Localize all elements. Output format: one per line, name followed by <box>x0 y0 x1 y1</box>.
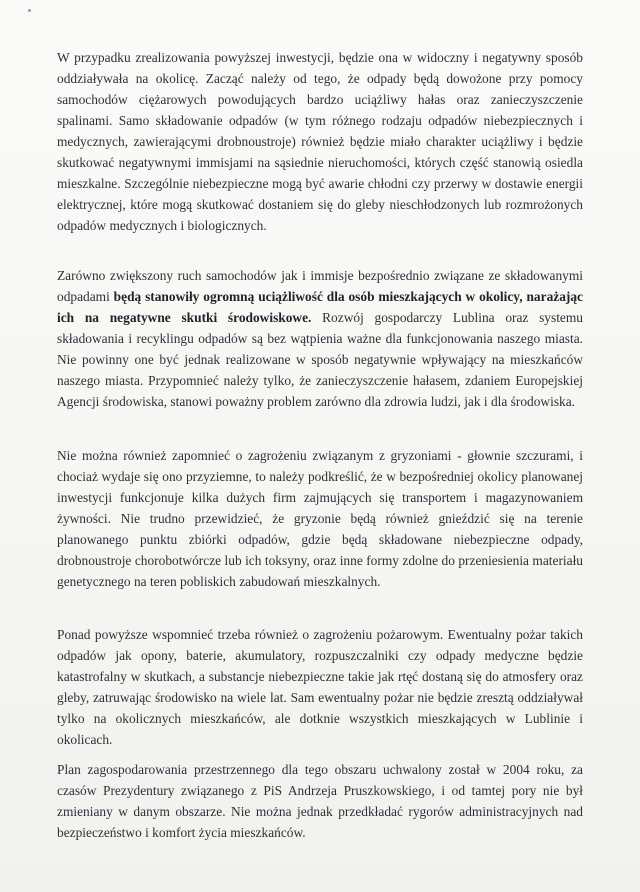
paragraph-text: Rozwój gospodarczy Lublina oraz systemu składowania i recyklingu odpadów są bez wątpienia ważne dla funkcjonowania naszego miasta. Nie powinny one być jednak realizowane w sposób negatywnie wpływający na mieszkańców naszego miasta. Przypomnieć należy tylko, że zanieczyszczenie hałasem, zdaniem Europejskiej Agencji środowiska, stanowi poważny problem zarówno dla zdrowia ludzi, jak i dla środowiska. <box>57 310 583 409</box>
paragraph-fire-threat <box>57 624 583 750</box>
paragraph-waste-impact <box>57 47 583 236</box>
paragraph-zoning-plan <box>57 759 583 843</box>
scan-speck <box>28 9 31 12</box>
paragraph-text: Plan zagospodarowania przestrzennego dla tego obszaru uchwalony został w 2004 roku, za czasów Prezydentury związanego z PiS Andrzeja Pruszkowskiego, i od tamtej pory nie był zmieniany w danym obszarze. Nie można jednak przedkładać rygorów administracyjnych nad bezpieczeństwo i komfort życia mieszkańców. <box>57 762 583 840</box>
paragraph-rodent-threat <box>57 445 583 592</box>
emphasized-text: będą stanowiły ogromną uciążliwość dla osób mieszkających w okolicy, narażając ich na negatywne skutki środowiskowe. <box>57 289 583 325</box>
paragraph-text: Nie można również zapomnieć o zagrożeniu związanym z gryzoniami - głownie szczurami, i chociaż wydaje się ono przyziemne, to należy podkreślić, że w bezpośredniej okolicy planowanej inwestycji funkcjonuje kilka dużych firm zajmujących się transportem i magazynowaniem żywności. Nie trudno przewidzieć, że gryzonie będą również gnieździć się na terenie planowanego punktu zbiórki odpadów, gdzie będą składowane niebezpieczne odpady, drobnoustroje chorobotwórcze lub ich toksyny, oraz inne formy zdolne do przeniesienia materiału genetycznego na teren pobliskich zabudowań mieszkalnych. <box>57 448 583 589</box>
paragraph-text: Zarówno zwiększony ruch samochodów jak i immisje bezpośrednio związane ze składowanymi odpadami <box>57 268 583 304</box>
paragraph-traffic-immissions <box>57 265 583 412</box>
paragraph-text: Ponad powyższe wspomnieć trzeba również o zagrożeniu pożarowym. Ewentualny pożar takich odpadów jak opony, baterie, akumulatory, rozpuszczalniki czy odpady medyczne będzie katastrofalny w skutkach, a substancje niebezpieczne takie jak rtęć dostaną się do atmosfery oraz gleby, zatruwając środowisko na wiele lat. Sam ewentualny pożar nie będzie zresztą oddziaływał tylko na okolicznych mieszkańców, ale dotknie wszystkich mieszkających w Lublinie i okolicach. <box>57 627 583 747</box>
paragraph-text: W przypadku zrealizowania powyższej inwestycji, będzie ona w widoczny i negatywny sposób oddziaływała na okolicę. Zacząć należy od tego, że odpady będą dowożone przy pomocy samochodów ciężarowych powodujących bardzo uciążliwy hałas oraz zanieczyszczenie spalinami. Samo składowanie odpadów (w tym różnego rodzaju odpadów niebezpiecznych i medycznych, zawierającymi drobnoustroje) również będzie miało charakter uciążliwy i będzie skutkować negatywnymi immisjami na sąsiednie nieruchomości, których część stanowią osiedla mieszkalne. Szczególnie niebezpieczne mogą być awarie chłodni czy przerwy w dostawie energii elektrycznej, które mogą skutkować dostaniem się do gleby nieschłodzonych lub rozmrożonych odpadów medycznych i biologicznych. <box>57 50 583 233</box>
